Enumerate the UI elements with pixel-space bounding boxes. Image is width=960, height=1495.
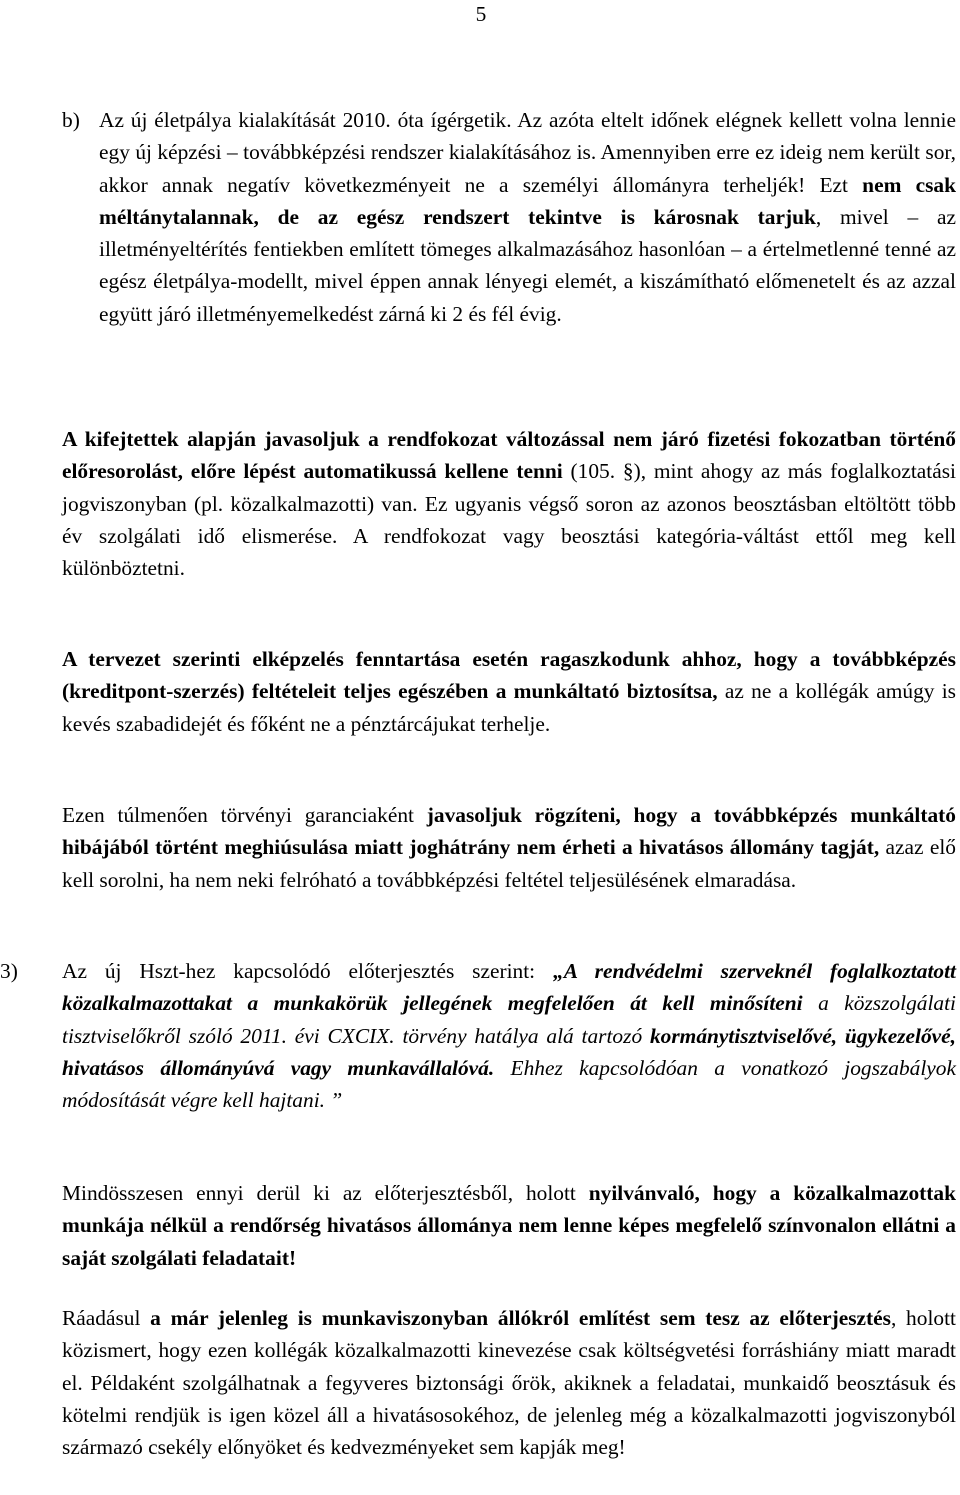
paragraph-training-costs (62, 643, 956, 740)
bold-italic-text: „A rendvédelmi szerveknél foglalkoztatott közalkalmazottakat a munkakörük jellegének megfelelően át kell minősíteni (62, 959, 956, 1016)
text-run: Mindösszesen ennyi derül ki az előterjesztésből, holott (62, 1181, 589, 1205)
page-number: 5 (475, 2, 487, 26)
list-item-b (62, 104, 956, 330)
list-item-3 (0, 955, 956, 1116)
bold-text: javasoljuk rögzíteni, hogy a továbbképzés munkáltató hibájából történt meghiúsulása miatt joghátrány nem érheti a hivatásos állomány tagját, (62, 803, 956, 860)
bold-italic-text: kormánytisztviselővé, ügykezelővé, hivatásos állományúvá vagy munkavállalóvá. (62, 1023, 956, 1080)
bold-text: nyilvánvaló, hogy a közalkalmazottak munkája nélkül a rendőrség hivatásos állománya nem lenne képes megfelelő színvonalon ellátni a saját szolgálati feladatait! (62, 1181, 956, 1270)
paragraph-legal-guarantee (62, 799, 956, 896)
paragraph-text (99, 104, 956, 330)
text-run: Az új életpálya kialakítását 2010. óta ígérgetik. Az azóta eltelt időnek elégnek kellett volna lennie egy új képzési – továbbképzési rendszer kialakításához is. Amennyiben erre ez ideig nem került sor, akkor annak negatív következményeit ne a személyi állományra terheljék! Ezt (99, 108, 956, 197)
text-run: Ezen túlmenően törvényi garanciaként (62, 803, 427, 827)
text-run: az ne a kollégák amúgy is kevés szabadidejét és főként ne a pénztárcájukat terhelje. (62, 679, 956, 736)
bold-text: nem csak méltánytalannak, de az egész rendszert tekintve is károsnak tarjuk (99, 172, 956, 229)
paragraph-text (62, 955, 956, 1116)
italic-text: a közszolgálati tisztviselőkről szóló 2011. évi CXCIX. törvény hatálya alá tartozó (62, 991, 956, 1048)
paragraph-police-capability (62, 1177, 956, 1274)
text-run: azaz elő kell sorolni, ha nem neki felróható a továbbképzési feltétel teljesülésének elmaradása. (62, 835, 956, 892)
list-label: 3) (0, 959, 18, 983)
text-run: , mivel – az illetményeltérítés fentiekben említett tömeges alkalmazásához hasonlóan – a értelmetlenné tenné az egész életpálya-modellt, mivel éppen annak lényegi elemét, a kiszámítható előmenetelt és az azzal együtt járó illetményemelkedést zárná ki 2 és fél évig. (99, 204, 956, 326)
text-run: Ráadásul (62, 1306, 151, 1330)
text-run: (105. §), mint ahogy az más foglalkoztatási jogviszonyban (pl. közalkalmazotti) van. Ez ugyanis végső soron az azonos beosztásban eltöltött több év szolgálati idő elismerése. A rendfokozat vagy beosztási kategória-váltást ettől meg kell különböztetni. (62, 459, 956, 581)
text-run: , holott közismert, hogy ezen kollégák közalkalmazotti kinevezése csak költségvetési forráshiány miatt maradt el. Példaként szolgálhatnak a fegyveres biztonsági őrök, akiknek a feladatai, munkaidő beosztásuk és kötelmi rendjük is igen közel áll a hivatásosokéhoz, de jelenleg még a közalkalmazotti jogviszonyból származó csekély előnyöket és kedvezményeket sem kapják meg! (62, 1306, 956, 1460)
bold-text: A tervezet szerinti elképzelés fenntartása esetén ragaszkodunk ahhoz, hogy a továbbképzés (kreditpont-szerzés) feltételeit teljes egészében a munkáltató biztosítsa, (62, 647, 956, 704)
paragraph-existing-employees (62, 1302, 956, 1463)
text-run: Az új Hszt-hez kapcsolódó előterjesztés szerint: (62, 959, 553, 983)
bold-text: a már jelenleg is munkaviszonyban állókról említést sem tesz az előterjesztés (150, 1306, 891, 1330)
list-label: b) (62, 108, 80, 132)
paragraph-proposal-promotion (62, 423, 956, 584)
bold-text: A kifejtettek alapján javasoljuk a rendfokozat változással nem járó fizetési fokozatban történő előresorolást, előre lépést automatikussá kellene tenni (62, 427, 956, 484)
italic-text: Ehhez kapcsolódóan a vonatkozó jogszabályok módosítását végre kell hajtani. ” (62, 1055, 956, 1113)
